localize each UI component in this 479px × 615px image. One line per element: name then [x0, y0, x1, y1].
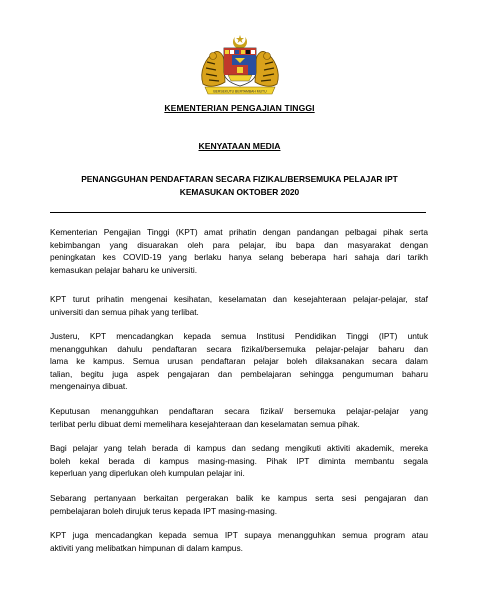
- paragraph-line: Sebarang pertanyaan berkaitan pergerakan balik ke kampus serta sesi pengajaran dan: [50, 493, 428, 503]
- crest-motto: BERSEKUTU BERTAMBAH MUTU: [213, 89, 267, 94]
- paragraph-line: universiti dan semua pihak yang terlibat.: [50, 306, 199, 317]
- paragraph-line: peningkatan kes COVID-19 yang berlaku hanya selang beberapa hari sahaja dari tarikh: [50, 252, 428, 263]
- paragraph-line: mengenainya dibuat.: [50, 381, 128, 392]
- paragraph-line: Bagi pelajar yang telah berada di kampus dan sedang mengikuti aktiviti akademik, mereka: [50, 443, 428, 453]
- paragraph-line: keperluan yang diperlukan oleh kumpulan pelajar ini.: [50, 468, 245, 479]
- paragraph-line: aktiviti yang melibatkan himpunan di dalam kampus.: [50, 542, 243, 553]
- document-title-line-1: PENANGGUHAN PENDAFTARAN SECARA FIZIKAL/BERSEMUKA PELAJAR IPT: [81, 174, 398, 184]
- paragraph-line: menangguhkan dahulu pendaftaran secara fizikal/bersemuka pelajar-pelajar baharu dan: [50, 343, 428, 354]
- paragraph-line: kebimbangan yang disuarakan oleh para pelajar, ibu bapa dan masyarakat dengan: [50, 239, 428, 250]
- paragraph-4: [50, 405, 428, 430]
- paragraph-line: KPT juga mencadangkan kepada semua IPT supaya menangguhkan semua program atau: [50, 530, 428, 540]
- paragraph-1: [50, 226, 428, 276]
- paragraph-line: Keputusan menangguhkan pendaftaran secara fizikal/ bersemuka pelajar-pelajar yang: [50, 406, 428, 416]
- paragraph-line: Justeru, KPT mencadangkan kepada semua Institusi Pendidikan Tinggi (IPT) untuk: [50, 331, 428, 341]
- paragraph-3: [50, 330, 428, 393]
- paragraph-5: [50, 442, 428, 480]
- title-divider: [50, 212, 426, 213]
- ministry-name: KEMENTERIAN PENGAJIAN TINGGI: [164, 103, 315, 113]
- paragraph-line: lama ke kampus. Semua urusan pendaftaran pelajar boleh dilaksanakan secara dalam: [50, 356, 428, 367]
- malaysia-coat-of-arms-logo: [195, 34, 285, 96]
- paragraph-line: boleh kekal berada di kampus masing-masing. Pihak IPT diminta membantu segala: [50, 455, 428, 466]
- paragraph-7: [50, 529, 428, 554]
- paragraph-line: KPT turut prihatin mengenai kesihatan, keselamatan dan kesejahteraan pelajar-pelajar, staf: [50, 294, 428, 304]
- paragraph-line: talian, begitu juga aspek pengajaran dan pembelajaran sehingga pengumuman baharu: [50, 368, 428, 379]
- document-title-line-2: KEMASUKAN OKTOBER 2020: [179, 187, 300, 197]
- statement-type: KENYATAAN MEDIA: [198, 141, 281, 151]
- paragraph-2: [50, 293, 428, 318]
- paragraph-line: kemasukan pelajar baharu ke universiti.: [50, 264, 198, 275]
- paragraph-line: terlibat perlu dibuat demi memelihara kesejahteraan dan keselamatan semua pihak.: [50, 418, 360, 429]
- paragraph-6: [50, 492, 428, 517]
- paragraph-line: Kementerian Pengajian Tinggi (KPT) amat prihatin dengan pandangan pelbagai pihak serta: [50, 227, 428, 237]
- paragraph-line: pembelajaran boleh dirujuk terus kepada IPT masing-masing.: [50, 505, 278, 516]
